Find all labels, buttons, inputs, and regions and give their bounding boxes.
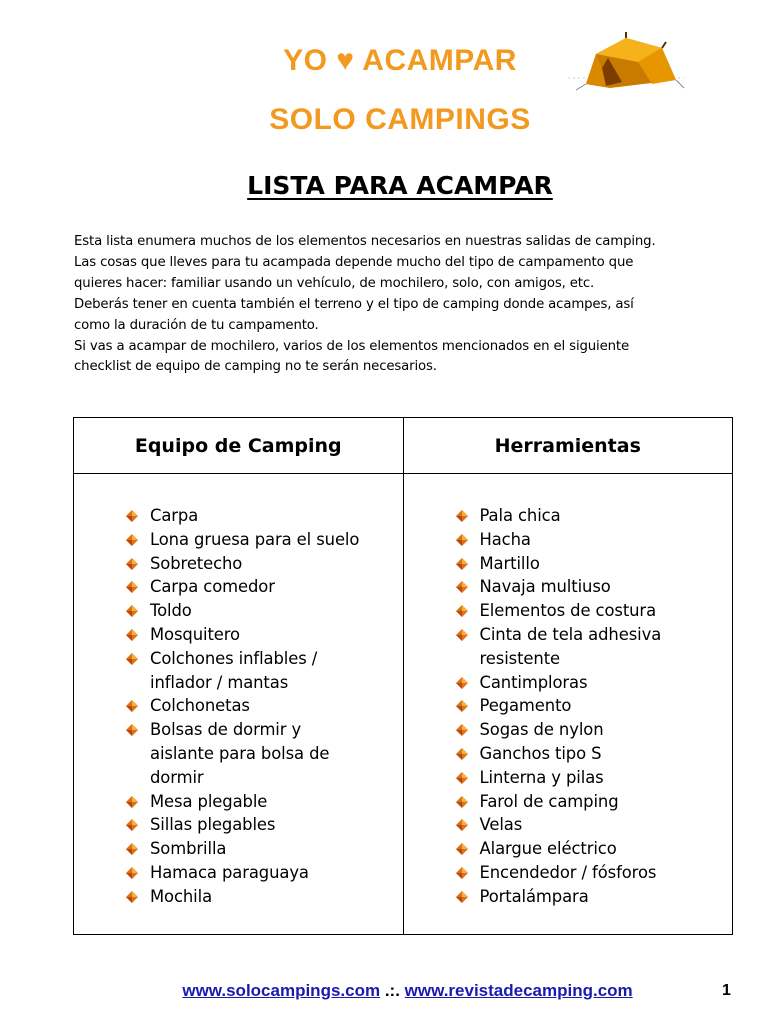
diamond-bullet-icon [456,796,468,808]
diamond-bullet-icon [456,819,468,831]
checklist-item-text: Sillas plegables [150,815,276,835]
diamond-bullet-icon [126,653,138,665]
checklist-item [460,885,733,909]
checklist-item-text: Sobretecho [150,553,243,573]
equipo-list [74,474,403,909]
checklist-item-text: Carpa comedor [150,577,275,597]
checklist-item [460,552,733,576]
footer-links [0,981,768,1001]
checklist-item-text: Mosquitero [150,624,240,644]
checklist-item-text: resistente [479,648,561,668]
checklist-item [130,790,403,814]
checklist-item-text: Encendedor / fósforos [479,862,657,882]
diamond-bullet-icon [126,534,138,546]
checklist-item [460,671,733,695]
diamond-bullet-icon [456,748,468,760]
checklist-item-text: Alargue eléctrico [479,839,617,859]
checklist-item-text: dormir [150,767,204,787]
checklist-item [130,647,403,695]
diamond-bullet-icon [126,796,138,808]
checklist-item-text: Elementos de costura [479,601,657,621]
checklist-item-text: Sogas de nylon [479,720,604,740]
herramientas-list [404,474,733,909]
diamond-bullet-icon [126,558,138,570]
intro-line: Las cosas que lleves para tu acampada depende mucho del tipo de campamento que [74,254,634,270]
document-title: LISTA PARA ACAMPAR [247,171,553,200]
diamond-bullet-icon [126,724,138,736]
intro-line: checklist de equipo de camping no te serán necesarios. [74,359,437,375]
checklist-item [460,837,733,861]
checklist-item-text: Colchones inflables / [150,648,318,668]
checklist-item [130,694,403,718]
checklist-item [460,528,733,552]
checklist-item [460,575,733,599]
checklist-item-text: aislante para bolsa de [150,743,330,763]
checklist-item [130,528,403,552]
checklist-item-text: Sombrilla [150,839,227,859]
checklist-item-text: Velas [479,815,523,835]
checklist-item-text: Carpa [150,506,199,525]
checklist-item [460,790,733,814]
diamond-bullet-icon [456,581,468,593]
checklist-item [130,837,403,861]
checklist-item-text: Ganchos tipo S [479,743,602,763]
checklist-item [130,599,403,623]
checklist-item-text: Cantimploras [479,672,588,692]
checklist-item-text: Lona gruesa para el suelo [150,529,360,549]
checklist-item [130,552,403,576]
diamond-bullet-icon [456,867,468,879]
diamond-bullet-icon [456,843,468,855]
checklist-item [460,599,733,623]
diamond-bullet-icon [126,843,138,855]
diamond-bullet-icon [456,605,468,617]
checklist-item [460,813,733,837]
column-header-equipo: Equipo de Camping [74,418,404,474]
checklist-item-text: Pala chica [479,506,561,525]
checklist-item [460,504,733,528]
brand-line-1: YO ♥ ACAMPAR [283,44,517,77]
checklist-item [130,575,403,599]
revistadecamping-link[interactable]: www.revistadecamping.com [404,981,633,1000]
diamond-bullet-icon [126,819,138,831]
intro-line: quieres hacer: familiar usando un vehículo, de mochilero, solo, con amigos, etc. [74,275,595,291]
checklist-item-text: Bolsas de dormir y [150,720,302,740]
checklist-item-text: Mochila [150,886,213,906]
checklist-item [460,623,733,671]
brand-line-2: SOLO CAMPINGS [269,103,531,136]
checklist-item-text: Cinta de tela adhesiva [479,624,662,644]
checklist-item [130,861,403,885]
checklist-item-text: inflador / mantas [150,672,289,692]
checklist-item-text: Farol de camping [479,791,619,811]
diamond-bullet-icon [126,510,138,522]
column-equipo [74,474,404,935]
checklist-item [130,718,403,789]
checklist-item-text: Colchonetas [150,696,250,716]
diamond-bullet-icon [456,724,468,736]
footer-separator: .:. [380,981,405,1000]
column-herramientas [403,474,733,935]
diamond-bullet-icon [456,510,468,522]
tent-icon [566,28,686,94]
checklist-item-text: Mesa plegable [150,791,268,811]
checklist-item [130,623,403,647]
diamond-bullet-icon [126,581,138,593]
diamond-bullet-icon [456,677,468,689]
diamond-bullet-icon [126,867,138,879]
checklist-item [460,694,733,718]
diamond-bullet-icon [456,558,468,570]
intro-line: como la duración de tu campamento. [74,317,319,333]
diamond-bullet-icon [456,700,468,712]
intro-line: Esta lista enumera muchos de los elementos necesarios en nuestras salidas de camping. [74,234,656,249]
intro-line: Si vas a acampar de mochilero, varios de los elementos mencionados en el siguiente [74,338,630,354]
checklist-item [460,718,733,742]
diamond-bullet-icon [126,629,138,641]
diamond-bullet-icon [126,700,138,712]
diamond-bullet-icon [456,629,468,641]
checklist-item-text: Toldo [150,601,192,621]
diamond-bullet-icon [456,772,468,784]
solocampings-link[interactable]: www.solocampings.com [182,981,381,1000]
checklist-item [460,742,733,766]
diamond-bullet-icon [126,605,138,617]
checklist-item-text: Martillo [479,553,540,573]
diamond-bullet-icon [456,534,468,546]
checklist-table [73,417,733,935]
column-header-herramientas: Herramientas [403,418,733,474]
checklist-item [460,766,733,790]
checklist-item-text: Portalámpara [479,886,589,906]
checklist-item-text: Pegamento [479,696,572,716]
checklist-item [460,861,733,885]
page-number: 1 [722,982,731,999]
checklist-item-text: Hamaca paraguaya [150,862,309,882]
checklist-item [130,885,403,909]
diamond-bullet-icon [126,891,138,903]
checklist-item [130,504,403,528]
intro-paragraph [74,232,734,378]
checklist-item-text: Navaja multiuso [479,577,611,597]
intro-line: Deberás tener en cuenta también el terreno y el tipo de camping donde acampes, así [74,296,634,312]
checklist-item-text: Linterna y pilas [479,767,604,787]
checklist-item-text: Hacha [479,529,531,549]
diamond-bullet-icon [456,891,468,903]
checklist-item [130,813,403,837]
